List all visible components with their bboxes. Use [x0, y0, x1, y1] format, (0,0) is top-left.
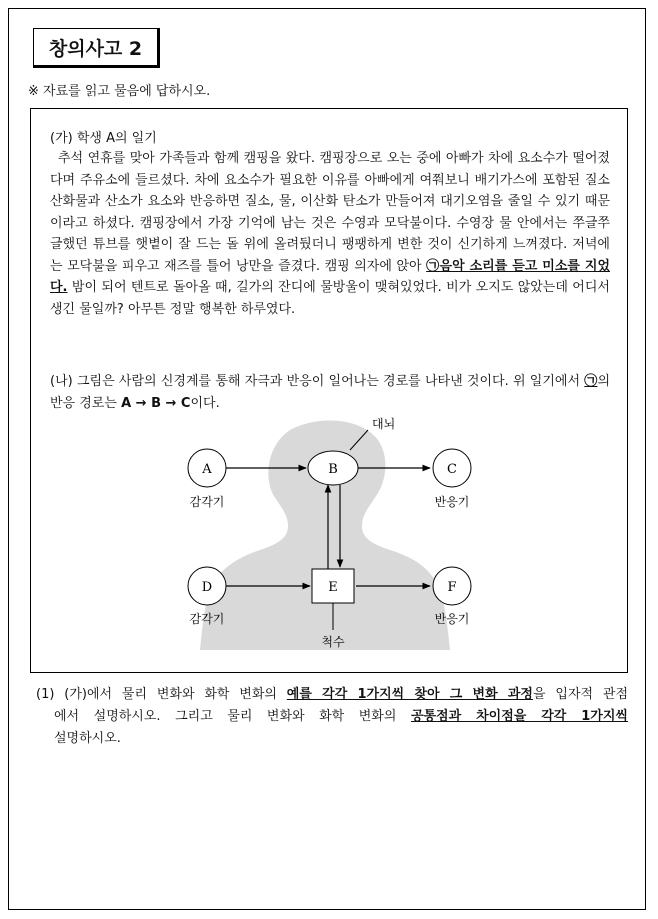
- node-d-label: D: [201, 580, 213, 595]
- question-line-3: 설명하시오.: [54, 731, 121, 746]
- spinal-cord-label: 척수: [321, 635, 345, 649]
- nervous-system-diagram: [150, 410, 490, 655]
- question-emphasis-1: 예를 각각 1가지씩 찾아 그 변화 과정: [286, 687, 533, 702]
- question-1: [36, 684, 628, 750]
- marker-symbol: ㉠: [584, 374, 598, 389]
- nervous-system-description: [50, 371, 610, 415]
- part-b-text-2: 의 반응 경로는: [50, 374, 610, 411]
- sensory-organ-label-top: 감각기: [189, 495, 225, 509]
- brain-label: 대뇌: [372, 417, 396, 431]
- reaction-path: A → B → C: [121, 396, 191, 411]
- question-text-1b: 을 입자적 관점: [533, 687, 629, 702]
- effector-label-top: 반응기: [434, 495, 470, 509]
- question-text-1a: (1) (가)에서 물리 변화와 화학 변화의: [36, 687, 287, 702]
- node-e-label: E: [328, 580, 338, 595]
- diary-text-part-1: 추석 연휴를 맞아 가족들과 함께 캠핑을 왔다. 캠핑장으로 오는 중에 아빠가 차에 요소수가 떨어졌다며 주유소에 들르셨다. 차에 요소수가 필요한 이유를 아빠에게 여쭤보니 배기가스에 포함된 질소 산화물과 산소가 요소와 반응하면 질소, 물, 이산화 탄소가 만들어져 대기오염을 줄일 수 있기 때문이라고 하셨다. 캠핑장에서 가장 기억에 남는 것은 수영과 모닥불이다. 수영장 물 안에서는 쭈글쭈글했던 튜브를 햇볕이 잘 드는 돌 위에 올려뒀더니 팽팽하게 변한 것이 신기하게 느껴졌다. 저녁에는 모닥불을 피우고 재즈를 틀어 낭만을 즐겼다. 캠핑 의자에 앉아: [50, 151, 610, 274]
- diary-heading: (가) 학생 A의 일기: [50, 131, 157, 146]
- diary-text: [50, 148, 610, 320]
- part-b-text-3: 이다.: [190, 396, 220, 411]
- node-c-label: C: [447, 462, 457, 477]
- instruction-text: ※ 자료를 읽고 물음에 답하시오.: [28, 84, 211, 99]
- question-emphasis-2: 공통점과 차이점을 각각 1가지씩: [410, 709, 628, 724]
- question-text-2a: 에서 설명하시오. 그리고 물리 변화와 화학 변화의: [54, 709, 411, 724]
- effector-label-bottom: 반응기: [434, 612, 470, 626]
- page-title: 창의사고 2: [33, 28, 160, 68]
- node-f-label: F: [447, 580, 457, 595]
- question-line-1: [36, 684, 628, 706]
- part-b-text-1: (나) 그림은 사람의 신경계를 통해 자극과 반응이 일어나는 경로를 나타낸 것이다. 위 일기에서: [50, 374, 585, 389]
- question-line-2: [36, 706, 628, 728]
- node-a-label: A: [202, 462, 212, 477]
- node-b-label: B: [328, 462, 338, 477]
- diary-text-part-2: 밤이 되어 텐트로 돌아올 때, 길가의 잔디에 물방울이 맺혀있었다. 비가 오지도 않았는데 어디서 생긴 물일까? 아무튼 정말 행복한 하루였다.: [50, 280, 610, 317]
- diary-underlined-phrase: ㉠음악 소리를 듣고 미소를 지었다.: [50, 258, 610, 295]
- sensory-organ-label-bottom: 감각기: [189, 612, 225, 626]
